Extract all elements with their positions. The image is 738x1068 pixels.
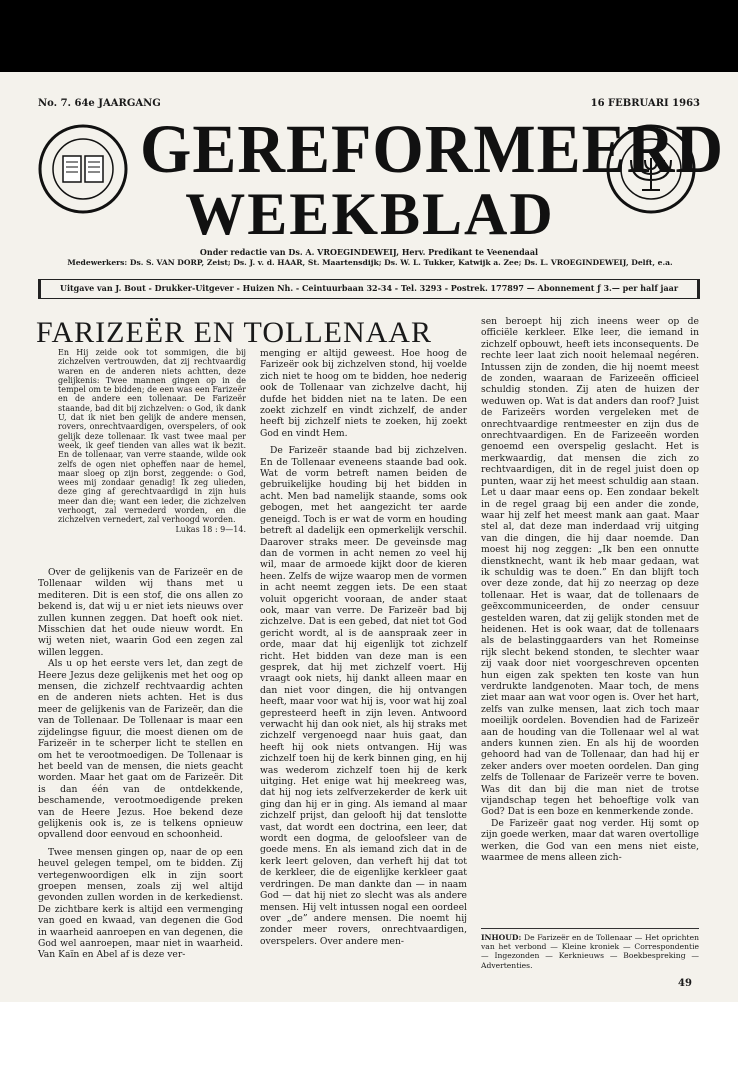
paragraph: De Farizeër staande bad bij zichzelven. En de Tollenaar eveneens staande bad ook. Wat de vorm betreft namen beiden de gebruikelijke houding bij het bidden in acht. Men bad namelijk staande, soms ook gebogen, met het aangezicht ter aarde geneigd. Toch is er wat de vorm en houding betreft al dadelijk een opmerkelijk verschil. Daarover straks meer. De geveinsde mag dan de vormen in acht nemen zo veel hij wil, maar de armoede kijkt door de kieren heen. Zelfs de wijze waarop men de vormen in acht neemt zeggen iets. De een staat voluit opgericht vooraan, de ander staat ook, maar van verre. De Farizeër bad bij zichzelve. Dat is een gebed, dat niet tot God gericht wordt, al is de aanspraak zeer in orde, maar dat hij eigenlijk tot zichzelf richt. Het bidden van deze man is een gesprek, dat hij met zichzelf voert. Hij vraagt ook niets, hij dankt alleen maar en dan niet voor dingen, die hij ontvangen heeft, maar voor wat hij is, voor wat hij zoal gepresteerd heeft in zijn leven. Antwoord verwacht hij dan ook niet, als hij straks met zichzelf vergenoegd naar huis gaat, dan heeft hij ook niets ontvangen. Hij was zichzelf toen hij de kerk binnen ging, en hij was wederom zichzelf toen hij de kerk uitging. Het enige wat hij meekreeg was, dat hij nog iets zelfverzekerder de kerk uit ging dan hij er in ging. Als iemand al maar zichzelf prijst, dan gelooft hij dat tenslotte vast, dat wordt een doctrina, een leer, dat wordt een dogma, de geloofsleer van de goede mens. En als iemand zich dat in de kerk leert geloven, dan verheft hij dat tot de kerkleer, die de eigenlijke kerkleer gaat verdringen. De man dankte dan — in naam God — dat hij niet zo slecht was als andere mensen. Hij velt intussen nogal een oordeel over „de” andere mensen. Die noemt hij zonder meer rovers, onrechtvaardigen, overspelers. Over andere men- bbox=[260, 445, 467, 947]
scripture-quote-text: En Hij zeide ook tot sommigen, die bij zichzelven vertrouwden, dat zij rechtvaardig waren en de anderen niets achtten, deze gelijkenis: Twee mannen gingen op in de tempel om te bidden; de een was een Farizeër en de andere een tollenaar. De Farizeër staande, bad dit bij zichzelven: o God, ik dank U, dat ik niet ben gelijk de andere mensen, rovers, onrechtvaardigen, overspelers, of ook gelijk deze tollenaar. Ik vast twee maal per week, ik geef tienden van alles wat ik bezit. En de tollenaar, van verre staande, wilde ook zelfs de ogen niet opheffen naar de hemel, maar sloeg op zijn borst, zeggende: o God, wees mij zondaar genadig! Ik zeg ulieden, deze ging af gerechtvaardigd in zijn huis meer dan die; want een ieder, die zichzelven verhoogt, zal vernederd worden, en die zichzelven vernedert, zal verhoogd worden. bbox=[58, 348, 246, 525]
paragraph: Als u op het eerste vers let, dan zegt de Heere Jezus deze gelijkenis met het oog op mensen, die zichzelf rechtvaardig achten en de anderen niets achten. Het is dus meer de gelijkenis van de Farizeër, dan die van de Tollenaar. De Tollenaar is maar een zijdelingse figuur, die moest dienen om de Farizeër in te scherper licht te stellen en om het te verootmoedigen. De Tollenaar is het beeld van de mensen, die niets geacht worden. Maar het gaat om de Farizeër. Dit is dan één van de ontdekkende, beschamende, verootmoedigende preken van de Heere Jezus. Hoe bekend deze gelijkenis ook is, ze is telkens opnieuw opvallend door eenvoud en schoonheid. bbox=[38, 658, 243, 841]
contents-label: INHOUD: bbox=[481, 933, 522, 942]
article-column-2 bbox=[260, 348, 467, 947]
issue-number: No. 7. 64e JAARGANG bbox=[38, 98, 161, 109]
paragraph: sen beroept hij zich ineens weer op de officiële kerkleer. Elke leer, die iemand in zichzelf opbouwt, heeft iets inconsequents. De rechte leer laat zich nooit helemaal negéren. Intussen zijn de zonden, die hij noemt meest de zonden, waaraan de Farizeeën officieel schuldig stonden. Zij aten de huizen der weduwen op. Wat is dat anders dan roof? Juist de Farizeërs worden vergeleken met de onrechtvaardige rentmeester en zijn dus de onrechtvaardigen. En de Farizeeën worden genoemd een overspelig geslacht. Het is merkwaardig, dat mensen die zich zo rechtvaardigen, dit in de regel juist doen op punten, waar zij het meest schuldig aan staan. Let u daar maar eens op. Een zondaar bekelt in de regel graag bij een ander die zonde, waar hij zelf het meest mank aan gaat. Maar stel al, dat deze man inderdaad vrij uitging van die dingen, die hij daar noemde. Dan moest hij nog zeggen: „Ik ben een onnutte dienstknecht, want ik heb maar gedaan, wat ik schuldig was te doen.” En dan blijft toch over deze zonde, dat hij zo neerzag op deze tollenaar. Het is waar, dat de tollenaars de geëxcommuniceerden, de onder censuur gestelden waren, dat zij gelijk stonden met de heidenen. Het is ook waar, dat de tollenaars als de belastinggaarders van het Romeinse rijk slecht bekend stonden, te slechter waar zij vaak door niet voorgeschreven opcenten hun eigen zak spekten ten koste van hun verdrukte landgenoten. Maar toch, de mens ziet maar aan wat voor ogen is. Over het hart, zelfs van zulke mensen, laat zich toch maar moeilijk oordelen. Bovendien had de Farizeër aan de houding van die Tollenaar wel al wat anders kunnen zien. En als hij de woorden gehoord had van de Tollenaar, dan had hij er zeker anders over moeten oordelen. Dan ging zelfs de Tollenaar de Farizeër verre te boven. Was dit dan bij die man niet de trotse vijandschap tegen het behoeftige volk van God? Dat is een boze en kenmerkende zonde. bbox=[481, 316, 699, 818]
article-column-3 bbox=[481, 316, 699, 864]
scripture-reference: Lukas 18 : 9—14. bbox=[175, 524, 246, 534]
article-column-1 bbox=[38, 567, 243, 961]
scripture-quote bbox=[58, 348, 246, 534]
masthead-line-1: GEREFORMEERD bbox=[140, 111, 725, 188]
paragraph: menging er altijd geweest. Hoe hoog de Farizeër ook bij zichzelven stond, hij voelde zich niet te hoog om te bidden, hoe nederig ook de Tollenaar van zichzelve dacht, hij dufde het bidden niet na te laten. De een zoekt zichzelf en vindt zichzelf, de ander heeft bij zichzelf niets te zoeken, hij zoekt God en vindt Hem. bbox=[260, 348, 467, 439]
contributors-line: Medewerkers: Ds. S. VAN DORP, Zeist; Ds. J. v. d. HAAR, St. Maartensdijk; Ds. W. L. Tukker, Katwijk a. Zee; Ds. L. VROEGINDEWEIJ, Delft, e.a. bbox=[67, 258, 673, 267]
paragraph: De Farizeër gaat nog verder. Hij somt op zijn goede werken, maar dat waren overtollige werken, die God van een mens niet eiste, waarmee de mens alleen zich- bbox=[481, 817, 699, 864]
issue-date: 16 FEBRUARI 1963 bbox=[590, 98, 700, 109]
page-number: 49 bbox=[678, 978, 692, 989]
editor-line: Onder redactie van Ds. A. VROEGINDEWEIJ, Herv. Predikant te Veenendaal bbox=[199, 247, 539, 257]
paragraph: Over de gelijkenis van de Farizeër en de Tollenaar wilden wij thans met u mediteren. Dit is een stof, die ons allen zo bekend is, dat wij u er niet iets nieuws over zullen kunnen zeggen. Dat hoeft ook niet. Misschien dat het oude nieuw wordt. En wij weten niet, waarin God een zegen zal willen leggen. bbox=[38, 567, 243, 658]
bible-seal-icon bbox=[38, 124, 128, 214]
scan-bottom-margin bbox=[0, 1002, 738, 1068]
scan-top-band bbox=[0, 0, 738, 72]
paragraph: Twee mensen gingen op, naar de op een heuvel gelegen tempel, om te bidden. Zij vertegenwoordigen elk in zijn soort groepen mensen, zoals zij wel altijd gevonden zullen worden in de kerkedienst. De zichtbare kerk is altijd een vermenging van goed en kwaad, van degenen die God in waarheid aanroepen en van degenen, die God wel aanroepen, maar niet in waarheid. Van Kaïn en Abel af is deze ver- bbox=[38, 846, 243, 961]
masthead-line-2: WEEKBLAD bbox=[185, 181, 555, 247]
publisher-box: Uitgave van J. Bout - Drukker-Uitgever - Huizen Nh. - Ceintuurbaan 32-34 - Tel. 3293 - Postrek. 177897 — Abonnement ƒ 3.— per half jaar bbox=[38, 279, 700, 299]
masthead bbox=[140, 111, 725, 247]
contents-box bbox=[481, 928, 699, 970]
article-title: FARIZEËR EN TOLLENAAR bbox=[36, 316, 432, 349]
contents-text: De Farizeër en de Tollenaar — Het oprichten van het verbond — Kleine kroniek — Correspondentie — Ingezonden — Kerknieuws — Boekbespreking — Advertenties. bbox=[481, 933, 699, 970]
